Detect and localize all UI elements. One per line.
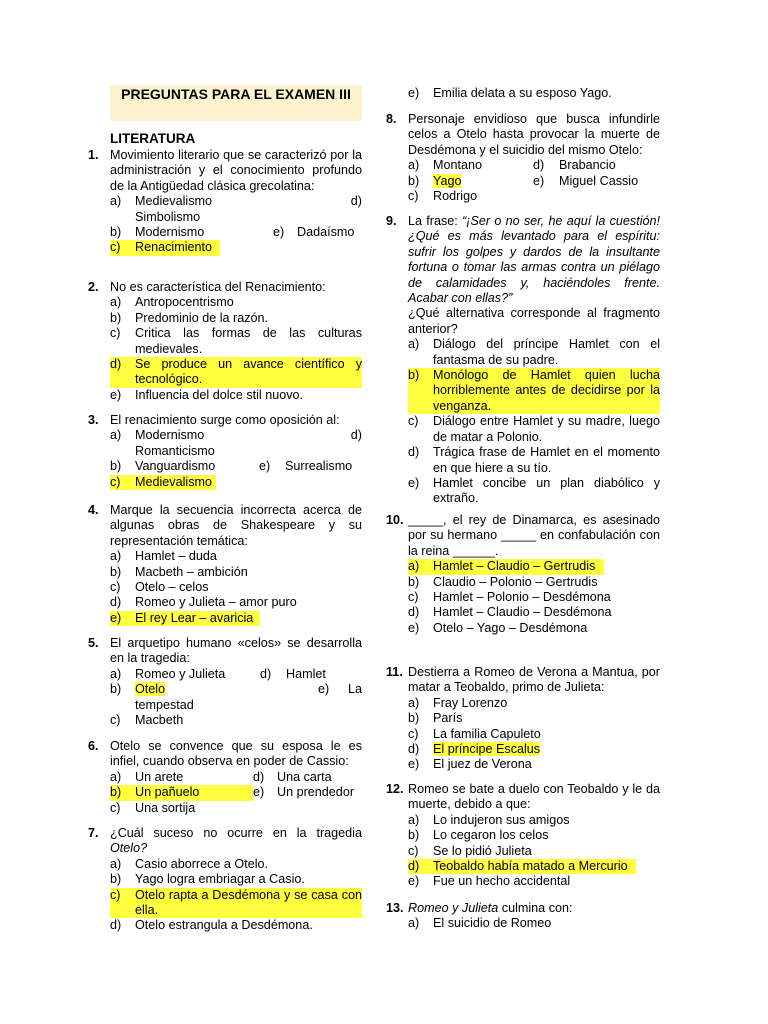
question-text: El arquetipo humano «celos» se desarrolla en la tragedia:: [110, 636, 362, 666]
question-4: 4. Marque la secuencia incorrecta acerca de algunas obras de Shakespeare y su representación temática: a) Hamlet – duda b) Macbeth – ambición c) Otelo – celos d) Romeo y Julieta – amor puro e) El rey Lear – avaricia: [88, 503, 362, 625]
question-number: 1.: [88, 148, 99, 162]
option-letter: b): [110, 225, 122, 240]
option-letter: d): [350, 194, 362, 209]
question-number: 4.: [88, 503, 99, 517]
question-text: ¿Cuál suceso no ocurre en la tragedia Otelo?: [110, 826, 362, 856]
option-text: Simbolismo: [135, 209, 201, 224]
highlighted-answer: d) Se produce un avance científico y tecnológico.: [110, 357, 362, 387]
highlighted-answer: e) El rey Lear – avaricia: [110, 611, 260, 626]
option-text: Modernismo: [135, 225, 205, 240]
question-number: 2.: [88, 280, 99, 294]
highlighted-answer: c) Renacimiento: [110, 240, 220, 255]
question-7-continued: e) Emilia delata a su esposo Yago.: [408, 86, 612, 100]
question-number: 3.: [88, 413, 99, 427]
highlighted-answer: Yago: [433, 173, 462, 188]
question-text: Romeo se bate a duelo con Teobaldo y le da muerte, debido a que:: [408, 782, 660, 812]
option-text: Medievalismo: [135, 194, 212, 209]
question-number: 8.: [386, 112, 397, 126]
highlighted-answer: Otelo: [135, 682, 166, 697]
question-number: 6.: [88, 739, 99, 753]
question-1: [88, 148, 362, 256]
question-number: 7.: [88, 826, 99, 840]
question-text: Romeo y Julieta culmina con:: [408, 901, 573, 915]
question-number: 13.: [386, 901, 404, 915]
question-number: 9.: [386, 214, 397, 228]
option-letter: a): [110, 194, 122, 209]
option-text: Dadaísmo: [297, 225, 355, 240]
question-text: La frase: “¡Ser o no ser, he aquí la cuestión! ¿Qué es más levantado para el espíritu: sufrir los golpes y dardos de la insultante fortuna o tomar las armas contra un piélago de calamidades y, haciéndoles frente. Acabar con ellas?” ¿Qué alternativa corresponde al fragmento anterior?: [408, 214, 660, 336]
question-text: Marque la secuencia incorrecta acerca de algunas obras de Shakespeare y su representación temática:: [110, 503, 362, 548]
question-3: 3. El renacimiento surge como oposición al: a) Modernismo d) Romanticismo b) Vanguardismo e) Surrealismo c) Medievalismo: [88, 413, 362, 489]
highlighted-answer: d) Teobaldo había matado a Mercurio: [408, 859, 636, 874]
question-text: No es característica del Renacimiento:: [110, 280, 326, 294]
page-title: PREGUNTAS PARA EL EXAMEN III: [110, 85, 362, 121]
question-text: _____, el rey de Dinamarca, es asesinado por su hermano _____ en confabulación con la reina ______.: [408, 513, 660, 558]
highlighted-answer: b) Un pañuelo: [110, 785, 253, 800]
option-a: a) Antropocentrismo: [110, 295, 234, 310]
question-number: 11.: [386, 665, 403, 679]
question-6: 6. Otelo se convence que su esposa le es infiel, cuando observa en poder de Cassio: a) Un arete d) Una carta b) Un pañuelo e) Un prendedor c) Una sortija: [88, 739, 362, 815]
highlighted-answer: El príncipe Escalus: [433, 742, 541, 757]
question-text: Destierra a Romeo de Verona a Mantua, por matar a Teobaldo, primo de Julieta:: [408, 665, 660, 695]
option-letter: e): [273, 225, 285, 240]
question-text: Movimiento literario que se caracterizó por la administración y el conocimiento profundo de la Antigüedad clásica grecolatina:: [110, 148, 362, 193]
question-11: 11. Destierra a Romeo de Verona a Mantua, por matar a Teobaldo, primo de Julieta: a) Fray Lorenzo b) París c) La familia Capuleto d) El príncipe Escalus e) El juez de Verona: [386, 665, 660, 772]
question-number: 10.: [386, 513, 404, 527]
question-text: El renacimiento surge como oposición al:: [110, 413, 340, 427]
option-e: e) Influencia del dolce stil nuovo.: [110, 387, 304, 402]
question-text: Personaje envidioso que busca infundirle celos a Otelo hasta provocar la muerte de Desdémona y el suicidio del mismo Otelo:: [408, 112, 660, 157]
question-text: Otelo se convence que su esposa le es infiel, cuando observa en poder de Cassio:: [110, 739, 362, 769]
option-b: b) Predominio de la razón.: [110, 310, 269, 325]
question-7: 7. ¿Cuál suceso no ocurre en la tragedia Otelo? a) Casio aborrece a Otelo. b) Yago logra embriagar a Casio. c) Otelo rapta a Desdémona y se casa con ella. d) Otelo estrangula a Desdémona.: [88, 826, 362, 933]
question-13: 13. Romeo y Julieta culmina con: a) El suicidio de Romeo: [386, 901, 660, 932]
question-number: 5.: [88, 636, 99, 650]
question-5: 5. El arquetipo humano «celos» se desarrolla en la tragedia: a) Romeo y Julieta d) Hamlet b) Otelo e) La tempestad c) Macbeth: [88, 636, 362, 728]
question-10: 10. _____, el rey de Dinamarca, es asesinado por su hermano _____ en confabulación con la reina ______. a) Hamlet – Claudio – Gertrudis b) Claudio – Polonio – Gertrudis c) Hamlet – Polonio – Desdémona d) Hamlet – Claudio – Desdémona e) Otelo – Yago – Desdémona: [386, 513, 660, 635]
question-number: 12.: [386, 782, 404, 796]
question-12: 12. Romeo se bate a duelo con Teobaldo y le da muerte, debido a que: a) Lo indujeron sus amigos b) Lo cegaron los celos c) Se lo pidió Julieta d) Teobaldo había matado a Mercurio e) Fue un hecho accidental: [386, 782, 660, 889]
question-8: 8. Personaje envidioso que busca infundirle celos a Otelo hasta provocar la muerte de Desdémona y el suicidio del mismo Otelo: a) Montano d) Brabancio b) Yago e) Miguel Cassio c) Rodrigo: [386, 112, 660, 204]
section-heading: LITERATURA: [110, 131, 196, 146]
question-2: [88, 280, 362, 403]
highlighted-answer: b) Monólogo de Hamlet quien lucha horriblemente antes de decidirse por la venganza.: [408, 368, 660, 413]
highlighted-answer: c) Otelo rapta a Desdémona y se casa con ella.: [110, 887, 362, 918]
highlighted-answer: a) Hamlet – Claudio – Gertrudis: [408, 559, 604, 574]
question-9: 9. La frase: “¡Ser o no ser, he aquí la cuestión! ¿Qué es más levantado para el espíritu: sufrir los golpes y dardos de la insultante fortuna o tomar las armas contra un piélago de calamidades y, haciéndoles frente. Acabar con ellas?” ¿Qué alternativa corresponde al fragmento anterior? a) Diálogo del príncipe Hamlet con el fantasma de su padre. b) Monólogo de Hamlet quien lucha horriblemente antes de decidirse por la venganza. c) Diálogo entre Hamlet y su madre, luego de matar a Polonio. d) Trágica frase de Hamlet en el momento en que hiere a su tío. e) Hamlet concibe un plan diabólico y extraño.: [386, 214, 660, 506]
highlighted-answer: c) Medievalismo: [110, 475, 216, 490]
option-c: c) Critica las formas de las culturas medievales.: [110, 326, 362, 356]
